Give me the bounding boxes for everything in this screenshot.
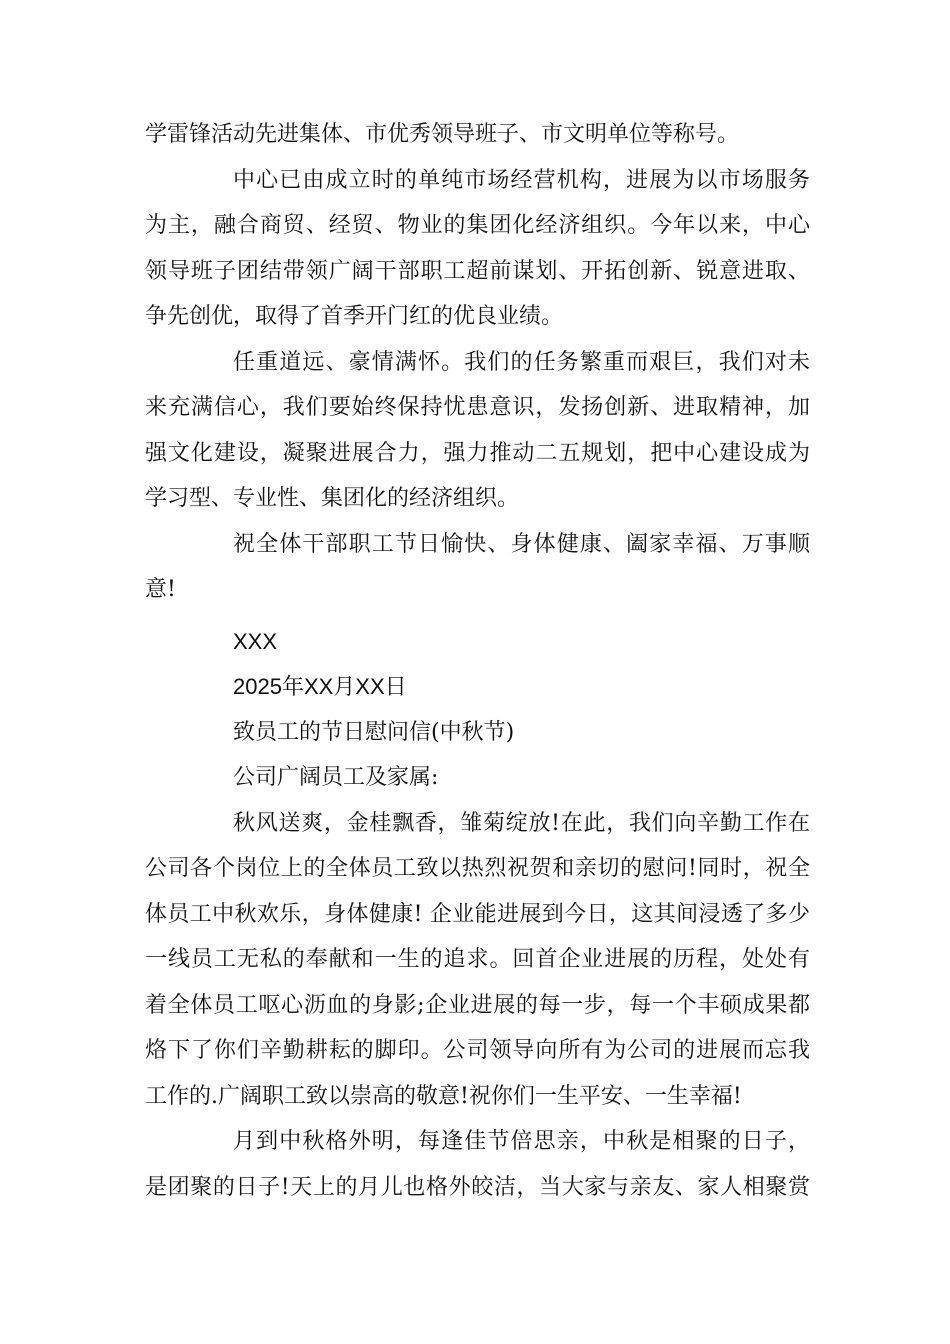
paragraph-line: 工作的.广阔职工致以崇高的敬意!祝你们一生平安、一生幸福!	[145, 1083, 742, 1109]
paragraph-line: 祝全体干部职工节日愉快、身体健康、阖家幸福、万事顺	[233, 531, 810, 557]
paragraph-line: 秋风送爽，金桂飘香，雏菊绽放!在此，我们向辛勤工作在	[233, 810, 810, 836]
paragraph-line: 为主，融合商贸、经贸、物业的集团化经济组织。今年以来，中心	[145, 213, 810, 238]
paragraph-line: 争先创优，取得了首季开门红的优良业绩。	[145, 304, 564, 329]
paragraph-line: 一线员工无私的奉献和一生的追求。回首企业进展的历程，处处有	[145, 947, 810, 972]
paragraph-line: 公司各个岗位上的全体员工致以热烈祝贺和亲切的慰问!同时，祝全	[145, 856, 810, 881]
paragraph-line: 来充满信心，我们要始终保持忧患意识，发扬创新、进取精神，加	[145, 395, 810, 420]
paragraph-line: 烙下了你们辛勤耕耘的脚印。公司领导向所有为公司的进展而忘我	[145, 1038, 810, 1063]
paragraph-line: 中心已由成立时的单纯市场经营机构，进展为以市场服务	[233, 167, 810, 193]
date: 2025年XX月XX日	[233, 674, 407, 699]
paragraph-line: 任重道远、豪情满怀。我们的任务繁重而艰巨，我们对未	[233, 349, 810, 375]
salutation: 公司广阔员工及家属:	[233, 765, 439, 790]
signature: XXX	[233, 628, 278, 654]
paragraph-line: 强文化建设，凝聚进展合力，强力推动二五规划，把中心建设成为	[145, 440, 810, 466]
paragraph-line: 月到中秋格外明，每逢佳节倍思亲，中秋是相聚的日子，	[233, 1129, 810, 1154]
document-body	[145, 112, 810, 1210]
paragraph-line: 意!	[145, 577, 176, 602]
paragraph-line: 学习型、专业性、集团化的经济组织。	[145, 486, 520, 511]
paragraph-line: 着全体员工呕心沥血的身影;企业进展的每一步，每一个丰硕成果都	[145, 992, 810, 1018]
paragraph-line: 学雷锋活动先进集体、市优秀领导班子、市文明单位等称号。	[145, 122, 740, 147]
letter-title: 致员工的节日慰问信(中秋节)	[233, 719, 515, 745]
paragraph-line: 体员工中秋欢乐，身体健康! 企业能进展到今日，这其间浸透了多少	[145, 901, 810, 927]
paragraph-line: 领导班子团结带领广阔干部职工超前谋划、开拓创新、锐意进取、	[145, 258, 810, 284]
paragraph-line: 是团聚的日子!天上的月儿也格外皎洁，当大家与亲友、家人相聚赏	[145, 1174, 810, 1200]
